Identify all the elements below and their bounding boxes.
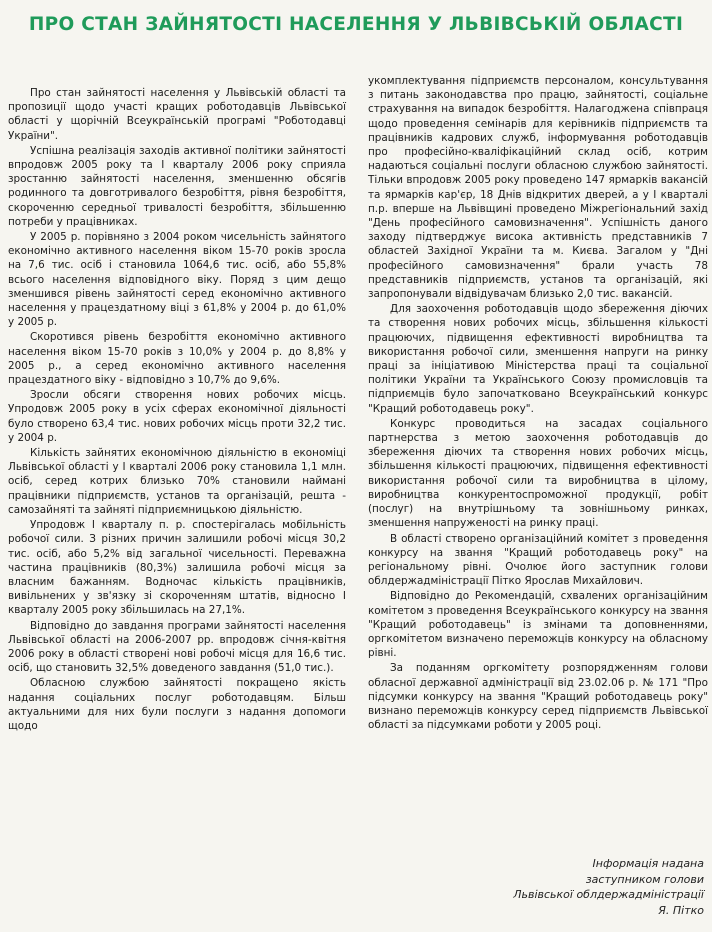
- signature-line: Львівської облдержадміністрації: [513, 888, 704, 902]
- signature-line: заступником голови: [585, 872, 704, 886]
- paragraph: Зросли обсяги створення нових робочих місць. Упродовж 2005 року в усіх сферах економічної діяльності було створено 63,4 тис. нових робочих місць проти 32,2 тис. у 2004 р.: [8, 389, 346, 444]
- paragraph: Скоротився рівень безробіття економічно активного населення віком 15-70 років з 10,0% у 2004 р. до 8,8% у 2005 р., а серед економічно активного населення працездатного віку - відповідно з 10,7% до 9,6%.: [8, 331, 346, 387]
- paragraph: Для заохочення роботодавців щодо збереження діючих та створення нових робочих місць, збільшення кількості працюючих, підвищення ефективності виробництва та використання робочої сили, зменшення напруги на ринку праці за ініціативою Міністерства праці та соціальної політики України та Українського Союзу промисловців та підприємців було започатковано Всеукраїнський конкурс "Кращий роботодавець року".: [368, 303, 708, 415]
- paragraph: Упродовж І кварталу п. р. спостерігалась мобільність робочої сили. З різних причин залишили робочі місця 30,2 тис. осіб, або 5,2% від загальної чисельності. Переважна частина працівників (80,3%) залишила робочі місця за власним бажанням. Водночас кількість працівників, вивільнених у зв'язку зі скороченням штатів, відносно І кварталу 2005 року збільшилась на 27,1%.: [8, 519, 346, 617]
- paragraph: Відповідно до завдання програми зайнятості населення Львівської області на 2006-2007 рр. впродовж січня-квітня 2006 року в області створені нові робочі місця для 16,6 тис. осіб, що становить 32,5% доведеного завдання (51,0 тис.).: [8, 619, 346, 675]
- paragraph: Конкурс проводиться на засадах соціального партнерства з метою заохочення роботодавців до збереження діючих та створення нових робочих місць, збільшення кількості працюючих, підвищення ефективності використання робочої сили та виробництва в цілому, виробництва конкурентоспроможної продукції, робіт (послуг) на внутрішньому та зовнішньому ринках, зменшення напруженості на ринку праці.: [368, 417, 708, 530]
- signature-line: Інформація надана: [592, 857, 704, 870]
- signature-block: [513, 856, 704, 918]
- signature-author: Я. Пітко: [658, 903, 704, 917]
- paragraph: Відповідно до Рекомендацій, схвалених організаційним комітетом з проведення Всеукраїнського конкурсу на звання "Кращий роботодавець" із змінами та доповненнями, оргкомітетом визначено переможців конкурсу на обласному рівні.: [368, 590, 708, 660]
- page-title: ПРО СТАН ЗАЙНЯТОСТІ НАСЕЛЕННЯ У ЛЬВІВСЬКІЙ ОБЛАСТІ: [28, 14, 684, 35]
- paragraph: Успішна реалізація заходів активної політики зайнятості впродовж 2005 року та І кварталу 2006 року сприяла зростанню зайнятості населення, зменшенню обсягів родинного та довготривалого безробіття, рівня безробіття, скороченню середньої тривалості безробіття, збільшенню потреби у працівниках.: [8, 144, 346, 228]
- paragraph: Обласною службою зайнятості покращено якість надання соціальних послуг роботодавцям. Більш актуальними для них були послуги з надання допомоги щодо: [8, 677, 346, 732]
- paragraph: Про стан зайнятості населення у Львівській області та пропозиції щодо участі кращих роботодавців Львівської області у щорічній Всеукраїнській програмі "Роботодавці України".: [8, 87, 346, 142]
- left-column: [8, 86, 346, 734]
- paragraph: Кількість зайнятих економічною діяльністю в економіці Львівської області у І кварталі 2006 року становила 1,1 млн. осіб, серед котрих близько 70% становили наймані працівники підприємств, установ та організацій, решта - самозайняті та зайняті підприємницькою діяльністю.: [8, 447, 346, 516]
- right-column: [368, 74, 708, 733]
- paragraph: За поданням оргкомітету розпорядженням голови обласної державної адміністрації від 23.02.06 р. № 171 "Про підсумки конкурсу на звання "Кращий роботодавець року" визнано переможців конкурсу серед підприємств Львівської області за підсумками роботи у 2005 році.: [368, 662, 708, 732]
- paragraph: В області створено організаційний комітет з проведення конкурсу на звання "Кращий роботодавець року" на регіональному рівні. Очолює його заступник голови облдержадміністрації Пітко Ярослав Михайлович.: [368, 532, 708, 588]
- paragraph: У 2005 р. порівняно з 2004 роком чисельність зайнятого економічно активного населення віком 15-70 років зросла на 7,6 тис. осіб і становила 1064,6 тис. осіб, або 55,8% всього населення відповідного віку. Поряд з цим дещо зменшився рівень зайнятості серед економічно активного населення у працездатному віці з 61,8% у 2004 р. до 61,0% у 2005 р.: [8, 231, 346, 329]
- paragraph-continued: укомплектування підприємств персоналом, консультування з питань законодавства про працю, зайнятості, соціальне страхування на випадок безробіття. Налагоджена співпраця щодо проведення семінарів для керівників підприємств та працівників кадрових служб, інформування роботодавців про професійно-кваліфікаційний склад осіб, котрим надаються соціальні послуги обласною службою зайнятості. Тільки впродовж 2005 року проведено 147 ярмарків вакансій та ярмарків кар'єр, 18 Днів відкритих дверей, а у І кварталі п.р. вперше на Львівщині проведено Міжрегіональний захід "День професійного самовизначення". Успішність даного заходу підтверджує висока активність представників 7 областей Західної України та м. Києва. Загалом у "Дні професійного самовизначення" брали участь 78 представників підприємств, установ та організацій, які запропонували відвідувачам близько 2,0 тис. вакансій.: [368, 75, 708, 301]
